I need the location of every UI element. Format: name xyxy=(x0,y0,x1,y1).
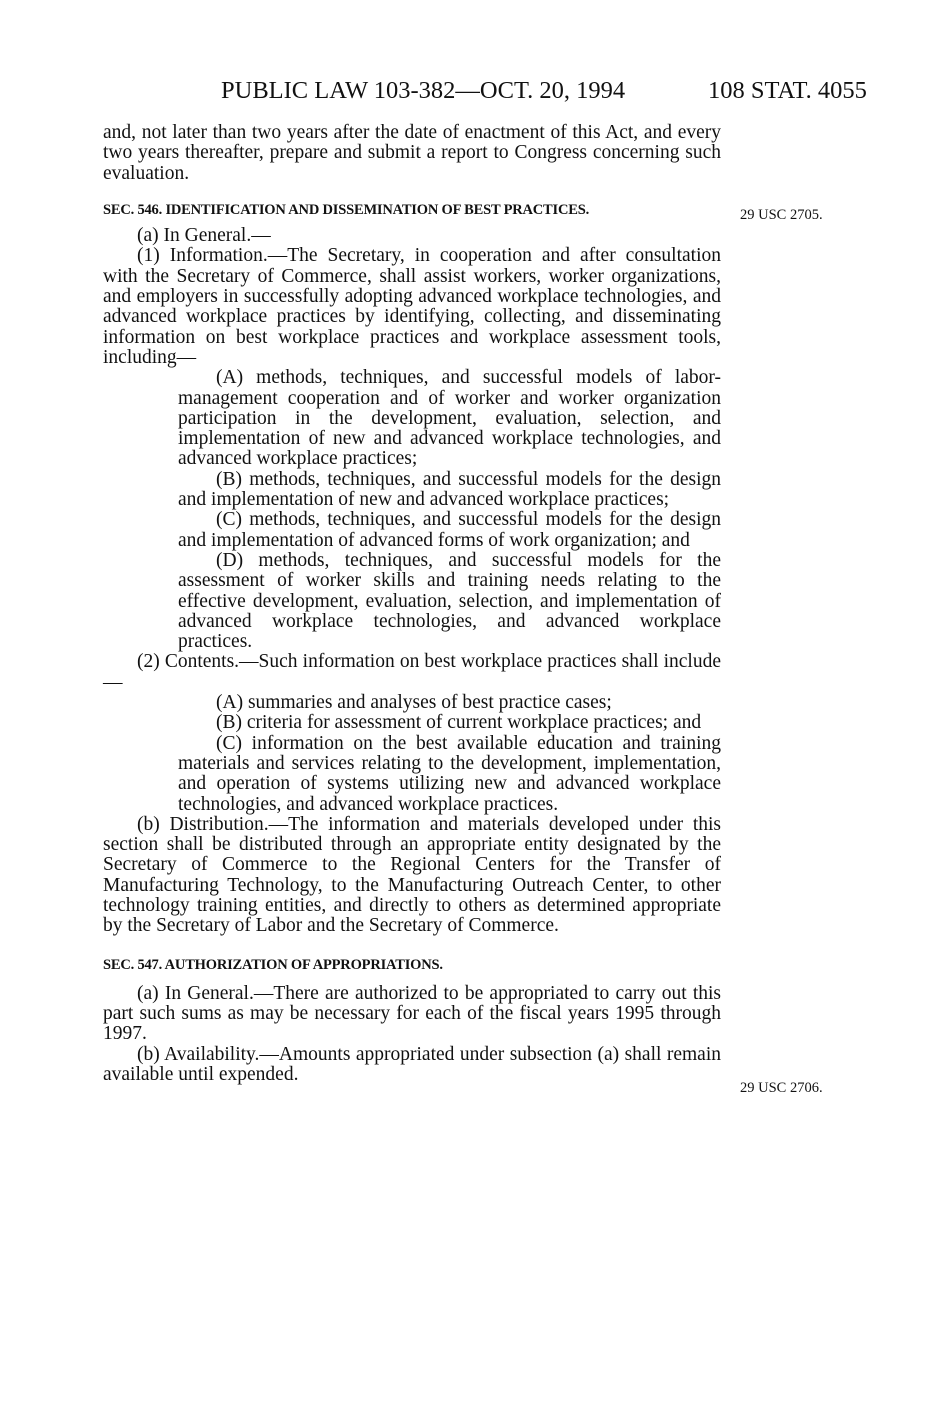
stat-citation: 108 STAT. 4055 xyxy=(708,77,867,104)
subparagraph-a1C: (C) methods, techniques, and successful models for the design and implementation of advanced forms of work organization; and xyxy=(178,509,721,551)
subparagraph-a1D: (D) methods, techniques, and successful models for the assessment of worker skills and training needs relating to the effective development, evaluation, selection, and implementation of advanced workplace technologies, and advanced workplace practices. xyxy=(178,549,721,653)
section-547-heading: SEC. 547. AUTHORIZATION OF APPROPRIATIONS. xyxy=(103,956,443,973)
page-title: PUBLIC LAW 103-382—OCT. 20, 1994 xyxy=(221,77,626,104)
section-547-subsection-b: (b) Availability.—Amounts appropriated under subsection (a) shall remain available until expended. xyxy=(103,1043,721,1086)
section-547-subsection-a: (a) In General.—There are authorized to be appropriated to carry out this part such sums as may be necessary for each of the fiscal years 1995 through 1997. xyxy=(103,982,721,1045)
margin-citation-2706: 29 USC 2706. xyxy=(740,1080,823,1096)
subparagraph-a2B: (B) criteria for assessment of current workplace practices; and xyxy=(216,712,702,734)
margin-citation-2705: 29 USC 2705. xyxy=(740,207,823,223)
subsection-b: (b) Distribution.—The information and materials developed under this section shall be distributed through an appropriate entity designated by the Secretary of Commerce to the Regional Centers for the Transfer of Manufacturing Technology, to the Manufacturing Outreach Center, to other technology training entities, and directly to others as determined appropriate by the Secretary of Labor and the Secretary of Commerce. xyxy=(103,813,721,937)
subsection-a-heading: (a) In General.— xyxy=(137,225,271,247)
paragraph-a1: (1) Information.—The Secretary, in cooperation and after consultation with the Secretary of Commerce, shall assist workers, worker organizations, and employers in successfully adopting advanced workplace technologies, and advanced workplace practices by identifying, collecting, and disseminating information on best workplace practices and workplace assessment tools, including— xyxy=(103,245,721,368)
paragraph-a2: (2) Contents.—Such information on best workplace practices shall include— xyxy=(103,651,721,693)
intro-paragraph: and, not later than two years after the date of enactment of this Act, and every two years thereafter, prepare and submit a report to Congress concerning such evaluation. xyxy=(103,122,721,184)
section-546-heading: SEC. 546. IDENTIFICATION AND DISSEMINATION OF BEST PRACTICES. xyxy=(103,201,590,218)
subparagraph-a2A: (A) summaries and analyses of best practice cases; xyxy=(216,692,612,714)
subparagraph-a1B: (B) methods, techniques, and successful models for the design and implementation of new and advanced workplace practices; xyxy=(178,468,721,511)
page-header xyxy=(0,77,949,111)
subparagraph-a1A: (A) methods, techniques, and successful models of labor-management cooperation and of worker and worker organization participation in the development, evaluation, selection, and implementation of new and advanced workplace technologies, and advanced workplace practices; xyxy=(178,367,721,470)
subparagraph-a2C: (C) information on the best available education and training materials and services relating to the development, implementation, and operation of systems utilizing new and advanced workplace technologies, and advanced workplace practices. xyxy=(178,732,721,815)
statute-body xyxy=(103,123,721,1085)
